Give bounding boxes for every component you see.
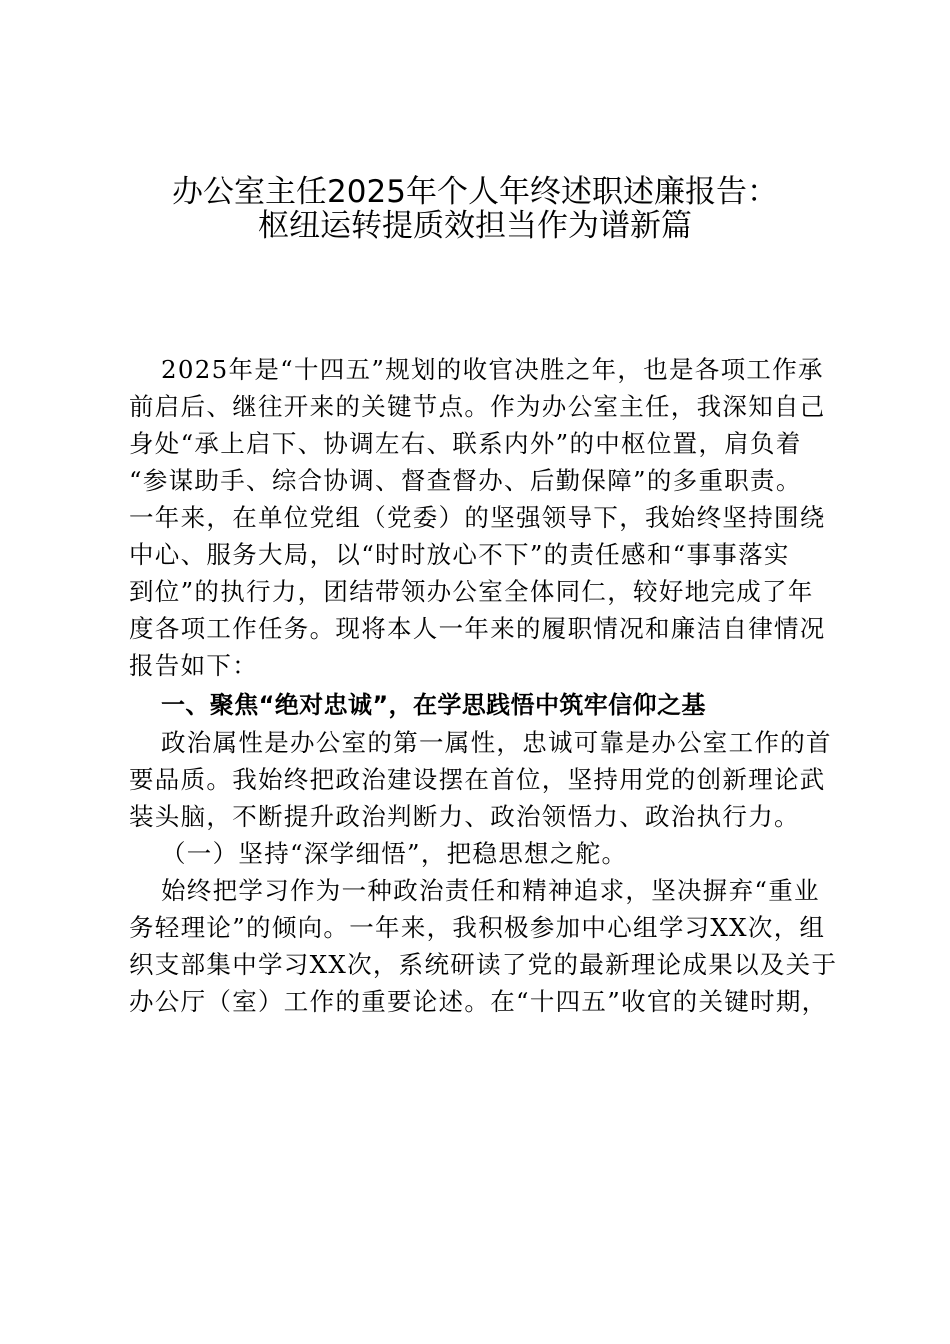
section1-paragraph-line: 政治属性是办公室的第一属性，忠诚可靠是办公室工作的首 <box>161 728 832 757</box>
section1-paragraph-line: 装头脑，不断提升政治判断力、政治领悟力、政治执行力。 <box>129 802 800 831</box>
paragraph-intro-line: “参谋助手、综合协调、督查督办、后勤保障”的多重职责。 <box>129 466 802 495</box>
paragraph-intro-line: 一年来，在单位党组（党委）的坚强领导下，我始终坚持围绕 <box>129 503 826 532</box>
subsection1-paragraph-line: 始终把学习作为一种政治责任和精神追求，坚决摒弃“重业 <box>161 876 820 905</box>
paragraph-intro-line: 前启后、继往开来的关键节点。作为办公室主任，我深知自己 <box>129 392 826 421</box>
section-heading-1: 一、聚焦“绝对忠诚”，在学思践悟中筑牢信仰之基 <box>161 691 706 719</box>
section1-paragraph-line: 要品质。我始终把政治建设摆在首位，坚持用党的创新理论武 <box>129 765 826 794</box>
paragraph-intro-line: 报告如下： <box>129 651 258 680</box>
paragraph-intro-line: 中心、服务大局，以“时时放心不下”的责任感和“事事落实 <box>129 540 790 569</box>
paragraph-intro-line: 度各项工作任务。现将本人一年来的履职情况和廉洁自律情况 <box>129 614 826 643</box>
document-title-line2: 枢纽运转提质效担当作为谱新篇 <box>258 208 692 244</box>
subsection-heading-1: （一）坚持“深学细悟”，把稳思想之舵。 <box>161 839 628 868</box>
paragraph-intro-line: 到位”的执行力，团结带领办公室全体同仁，较好地完成了年 <box>129 577 814 606</box>
document-title-line1: 办公室主任2025年个人年终述职述廉报告： <box>172 174 778 210</box>
subsection1-paragraph-line: 织支部集中学习XX次，系统研读了党的最新理论成果以及关于 <box>129 950 838 979</box>
subsection1-paragraph-line: 办公厅（室）工作的重要论述。在“十四五”收官的关键时期， <box>129 987 828 1016</box>
paragraph-intro-line: 2025年是“十四五”规划的收官决胜之年，也是各项工作承 <box>161 355 824 384</box>
subsection1-paragraph-line: 务轻理论”的倾向。一年来，我积极参加中心组学习XX次，组 <box>129 913 826 942</box>
paragraph-intro-line: 身处“承上启下、协调左右、联系内外”的中枢位置，肩负着 <box>129 429 802 458</box>
